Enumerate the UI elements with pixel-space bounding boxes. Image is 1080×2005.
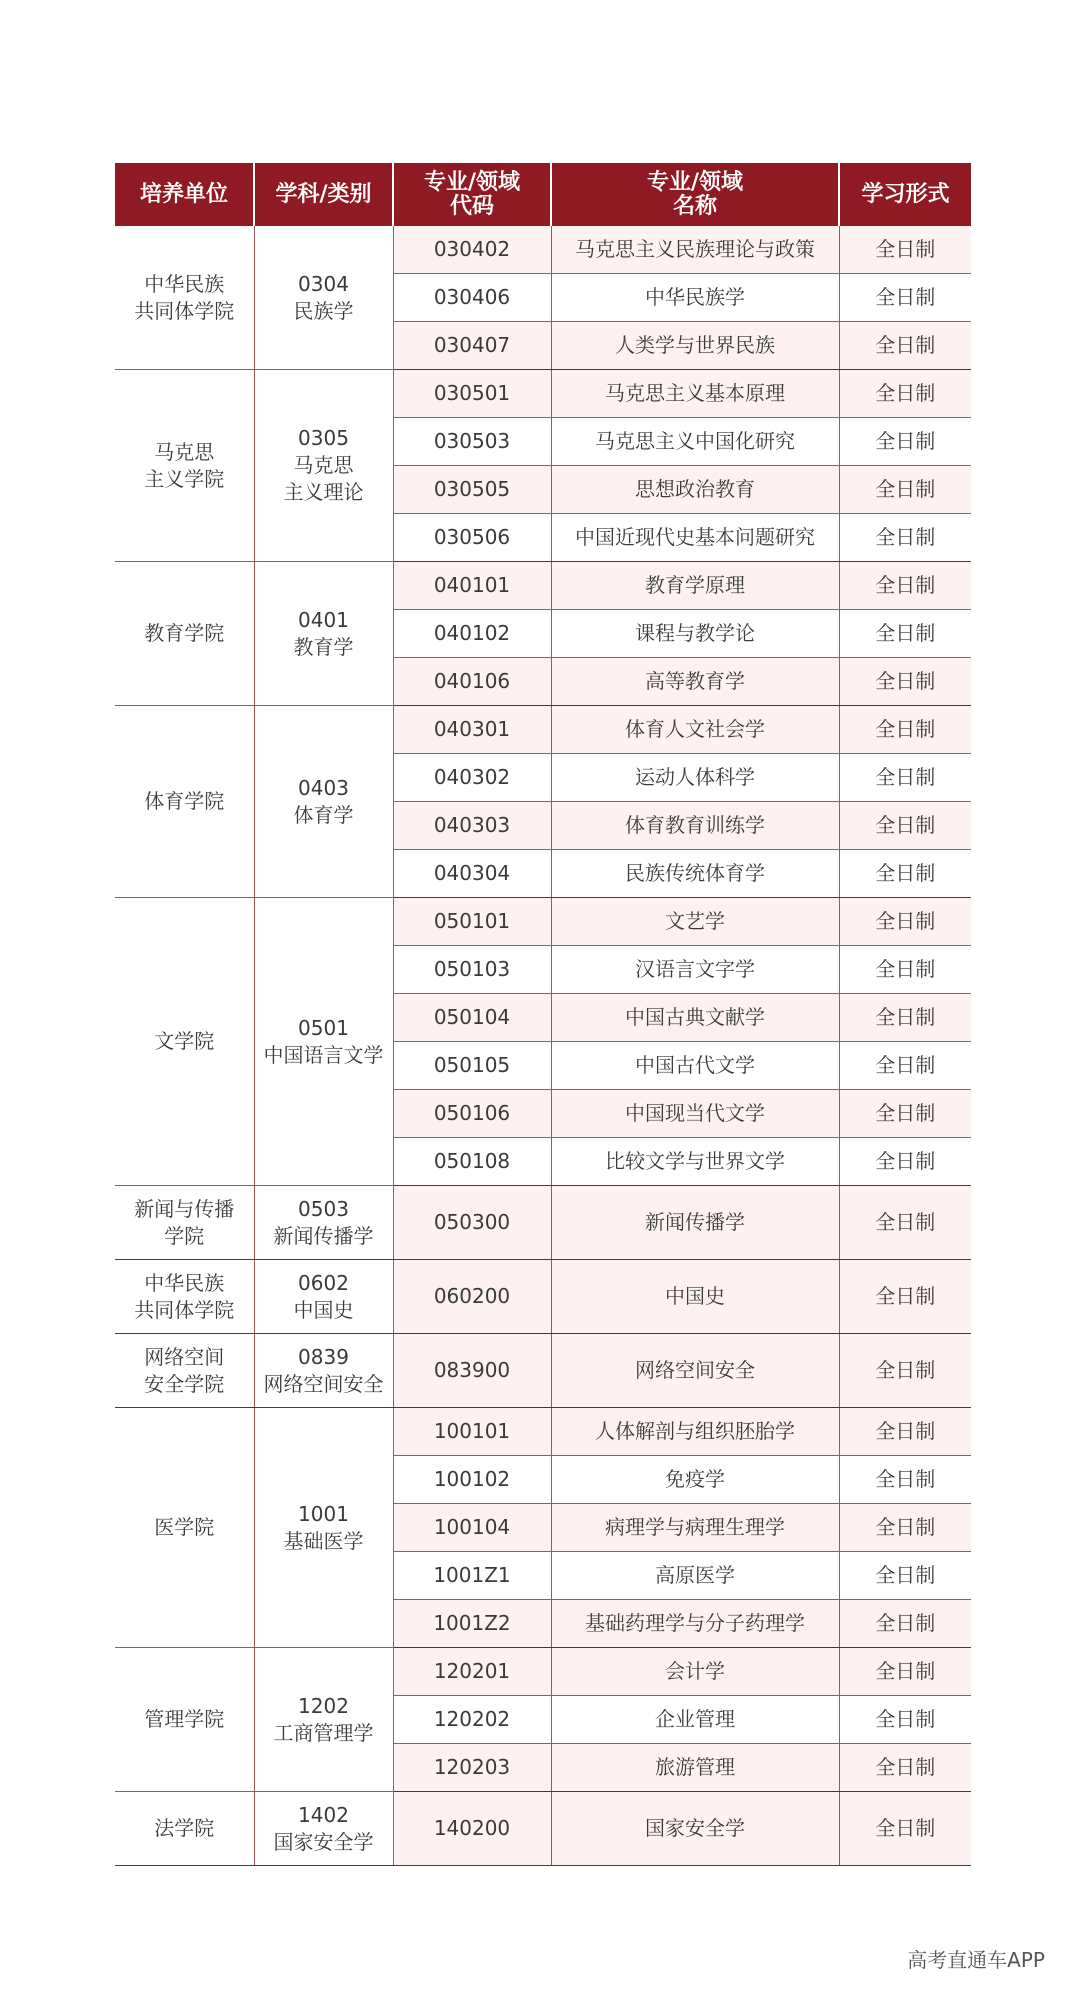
table-body [115,226,971,1866]
form-cell: 全日制 [839,418,971,466]
form-cell: 全日制 [839,898,971,946]
discipline-cell [254,1186,393,1260]
code-cell: 040301 [393,706,551,754]
code-cell: 120203 [393,1744,551,1792]
cell-text-line: 中华民族 [144,271,225,296]
unit-cell [115,706,254,898]
name-cell: 中国古典文献学 [551,994,839,1042]
table-row [115,1186,971,1260]
cell-text-line: 医学院 [154,1515,215,1539]
cell-text-line: 法学院 [154,1816,215,1840]
table-row [115,1260,971,1334]
cell-text-line: 0305 [298,426,349,450]
form-cell: 全日制 [839,1744,971,1792]
cell-text-line: 0304 [298,271,349,296]
name-cell: 病理学与病理生理学 [551,1504,839,1552]
cell-text-line: 网络空间安全 [263,1371,384,1396]
name-cell: 高等教育学 [551,658,839,706]
code-cell: 060200 [393,1260,551,1334]
form-cell: 全日制 [839,274,971,322]
code-cell: 030503 [393,418,551,466]
form-cell: 全日制 [839,802,971,850]
form-cell: 全日制 [839,658,971,706]
cell-text-line: 体育学院 [144,789,225,813]
name-cell: 中华民族学 [551,274,839,322]
cell-text-line: 学院 [164,1223,205,1248]
form-cell: 全日制 [839,1090,971,1138]
table-row [115,1792,971,1866]
form-cell: 全日制 [839,1186,971,1260]
cell-text-line: 主义学院 [144,466,225,491]
discipline-cell [254,562,393,706]
cell-text-line: 培养单位 [139,181,228,207]
unit-cell [115,562,254,706]
form-cell: 全日制 [839,1260,971,1334]
table-row [115,898,971,946]
table-header-row [115,163,971,226]
name-cell: 基础药理学与分子药理学 [551,1600,839,1648]
form-cell: 全日制 [839,1408,971,1456]
cell-text-line: 主义理论 [283,480,364,504]
cell-text-line: 0501 [298,1015,349,1040]
code-cell: 050106 [393,1090,551,1138]
column-header [115,163,254,226]
cell-text-line: 民族学 [293,298,354,323]
code-cell: 120202 [393,1696,551,1744]
unit-cell [115,1186,254,1260]
name-cell: 民族传统体育学 [551,850,839,898]
name-cell: 教育学原理 [551,562,839,610]
code-cell: 040102 [393,610,551,658]
table-row [115,1334,971,1408]
watermark-text: 高考直通车APP [907,1948,1045,1972]
name-cell: 网络空间安全 [551,1334,839,1408]
cell-text-line: 教育学 [293,634,354,659]
name-cell: 课程与教学论 [551,610,839,658]
code-cell: 040106 [393,658,551,706]
form-cell: 全日制 [839,1042,971,1090]
cell-text-line: 0403 [298,775,349,800]
cell-text-line: 国家安全学 [273,1829,374,1854]
code-cell: 140200 [393,1792,551,1866]
form-cell: 全日制 [839,946,971,994]
name-cell: 马克思主义基本原理 [551,370,839,418]
cell-text-line: 0503 [298,1196,349,1221]
discipline-cell [254,1334,393,1408]
program-table [115,163,971,1866]
unit-cell [115,1792,254,1866]
code-cell: 1001Z2 [393,1600,551,1648]
cell-text-line: 名称 [672,193,717,219]
name-cell: 体育人文社会学 [551,706,839,754]
code-cell: 040101 [393,562,551,610]
name-cell: 会计学 [551,1648,839,1696]
table-row [115,1648,971,1696]
form-cell: 全日制 [839,1334,971,1408]
name-cell: 马克思主义中国化研究 [551,418,839,466]
cell-text-line: 中华民族 [144,1270,225,1295]
cell-text-line: 基础医学 [283,1528,364,1553]
discipline-cell [254,1648,393,1792]
name-cell: 企业管理 [551,1696,839,1744]
table-row [115,706,971,754]
code-cell: 030402 [393,226,551,274]
discipline-cell [254,226,393,370]
cell-text-line: 0839 [298,1344,349,1369]
cell-text-line: 专业/领域 [423,169,521,195]
form-cell: 全日制 [839,1792,971,1866]
cell-text-line: 1402 [298,1802,349,1827]
cell-text-line: 工商管理学 [273,1720,374,1745]
code-cell: 030505 [393,466,551,514]
unit-cell [115,1260,254,1334]
name-cell: 文艺学 [551,898,839,946]
code-cell: 030407 [393,322,551,370]
code-cell: 030506 [393,514,551,562]
code-cell: 040304 [393,850,551,898]
discipline-cell [254,898,393,1186]
name-cell: 体育教育训练学 [551,802,839,850]
unit-cell [115,370,254,562]
code-cell: 030501 [393,370,551,418]
name-cell: 马克思主义民族理论与政策 [551,226,839,274]
code-cell: 030406 [393,274,551,322]
column-header [393,163,551,226]
cell-text-line: 0401 [298,607,349,632]
code-cell: 050104 [393,994,551,1042]
table-row [115,226,971,274]
cell-text-line: 中国史 [293,1297,354,1322]
code-cell: 100104 [393,1504,551,1552]
discipline-cell [254,370,393,562]
cell-text-line: 新闻与传播 [134,1196,235,1221]
discipline-cell [254,706,393,898]
name-cell: 人体解剖与组织胚胎学 [551,1408,839,1456]
code-cell: 040303 [393,802,551,850]
form-cell: 全日制 [839,610,971,658]
cell-text-line: 文学院 [154,1029,215,1053]
name-cell: 思想政治教育 [551,466,839,514]
table-row [115,370,971,418]
code-cell: 120201 [393,1648,551,1696]
form-cell: 全日制 [839,706,971,754]
unit-cell [115,898,254,1186]
unit-cell [115,1408,254,1648]
form-cell: 全日制 [839,754,971,802]
form-cell: 全日制 [839,1600,971,1648]
code-cell: 040302 [393,754,551,802]
name-cell: 比较文学与世界文学 [551,1138,839,1186]
name-cell: 中国近现代史基本问题研究 [551,514,839,562]
table-row [115,562,971,610]
column-header [839,163,971,226]
discipline-cell [254,1260,393,1334]
form-cell: 全日制 [839,1456,971,1504]
cell-text-line: 马克思 [154,439,215,464]
table-row [115,1408,971,1456]
cell-text-line: 学科/类别 [275,181,372,207]
code-cell: 100102 [393,1456,551,1504]
code-cell: 1001Z1 [393,1552,551,1600]
code-cell: 050103 [393,946,551,994]
cell-text-line: 管理学院 [144,1707,225,1731]
cell-text-line: 马克思 [293,453,354,477]
name-cell: 中国史 [551,1260,839,1334]
name-cell: 中国古代文学 [551,1042,839,1090]
name-cell: 中国现当代文学 [551,1090,839,1138]
cell-text-line: 共同体学院 [134,1297,235,1322]
cell-text-line: 共同体学院 [134,298,235,323]
column-header [551,163,839,226]
code-cell: 050101 [393,898,551,946]
cell-text-line: 1001 [298,1501,349,1526]
form-cell: 全日制 [839,850,971,898]
name-cell: 高原医学 [551,1552,839,1600]
cell-text-line: 网络空间 [144,1344,225,1369]
cell-text-line: 专业/领域 [646,169,744,195]
cell-text-line: 安全学院 [144,1371,225,1396]
cell-text-line: 1202 [298,1693,349,1718]
name-cell: 人类学与世界民族 [551,322,839,370]
discipline-cell [254,1408,393,1648]
form-cell: 全日制 [839,226,971,274]
form-cell: 全日制 [839,466,971,514]
name-cell: 运动人体科学 [551,754,839,802]
code-cell: 083900 [393,1334,551,1408]
discipline-cell [254,1792,393,1866]
name-cell: 免疫学 [551,1456,839,1504]
cell-text-line: 0602 [298,1270,349,1295]
name-cell: 国家安全学 [551,1792,839,1866]
column-header [254,163,393,226]
name-cell: 新闻传播学 [551,1186,839,1260]
unit-cell [115,1334,254,1408]
cell-text-line: 教育学院 [144,621,225,645]
form-cell: 全日制 [839,370,971,418]
form-cell: 全日制 [839,322,971,370]
cell-text-line: 体育学 [293,802,354,827]
cell-text-line: 中国语言文学 [263,1042,384,1067]
form-cell: 全日制 [839,514,971,562]
cell-text-line: 代码 [449,193,494,219]
code-cell: 050300 [393,1186,551,1260]
code-cell: 100101 [393,1408,551,1456]
unit-cell [115,1648,254,1792]
name-cell: 汉语言文字学 [551,946,839,994]
code-cell: 050105 [393,1042,551,1090]
code-cell: 050108 [393,1138,551,1186]
form-cell: 全日制 [839,1552,971,1600]
cell-text-line: 学习形式 [861,181,950,207]
unit-cell [115,226,254,370]
name-cell: 旅游管理 [551,1744,839,1792]
form-cell: 全日制 [839,1504,971,1552]
form-cell: 全日制 [839,994,971,1042]
form-cell: 全日制 [839,1648,971,1696]
form-cell: 全日制 [839,1696,971,1744]
cell-text-line: 新闻传播学 [273,1223,374,1248]
form-cell: 全日制 [839,1138,971,1186]
form-cell: 全日制 [839,562,971,610]
